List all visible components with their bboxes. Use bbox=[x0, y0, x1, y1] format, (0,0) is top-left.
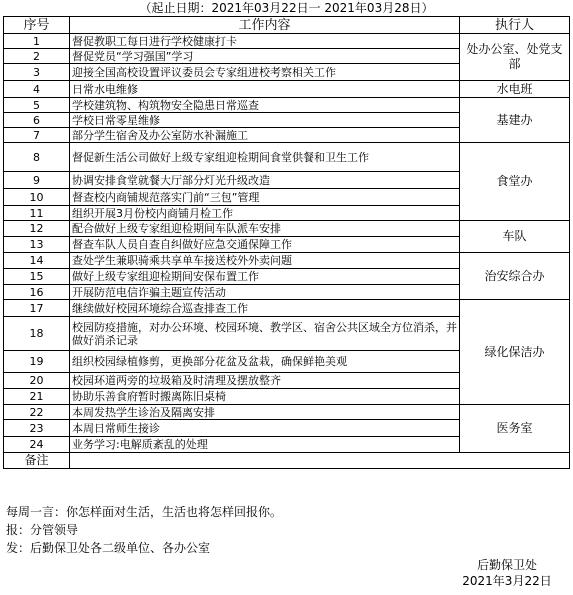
row-task: 配合做好上级专家组迎检期间车队派车安排 bbox=[70, 221, 460, 237]
row-number: 7 bbox=[4, 128, 70, 143]
row-number: 8 bbox=[4, 143, 70, 172]
row-task: 督促教职工每日进行学校健康打卡 bbox=[70, 34, 460, 49]
row-task: 校园防疫措施，对办公环境、校园环境、教学区、宿舍公共区域全方位消杀，并做好消杀记录 bbox=[70, 317, 460, 351]
row-number: 19 bbox=[4, 351, 70, 373]
row-number: 24 bbox=[4, 437, 70, 453]
row-number: 16 bbox=[4, 285, 70, 300]
table-row bbox=[4, 143, 570, 172]
executor-cell: 水电班 bbox=[460, 81, 570, 98]
row-task: 本周日常师生接诊 bbox=[70, 420, 460, 437]
date-range-title: （起止日期：2021年03月22日一 2021年03月28日） bbox=[139, 1, 434, 15]
header-content: 工作内容 bbox=[70, 17, 460, 34]
row-task: 查处学生兼职骑乘共享单车接送校外外卖问题 bbox=[70, 253, 460, 269]
row-number: 3 bbox=[4, 64, 70, 81]
row-task: 督查车队人员自查自纠做好应急交通保障工作 bbox=[70, 237, 460, 253]
row-number: 21 bbox=[4, 389, 70, 405]
executor-cell: 基建办 bbox=[460, 98, 570, 143]
row-task: 部分学生宿舍及办公室防水补漏施工 bbox=[70, 128, 460, 143]
executor-cell: 车队 bbox=[460, 221, 570, 253]
row-task: 督促党员“学习强国”学习 bbox=[70, 49, 460, 64]
remark-row bbox=[4, 453, 570, 469]
table-row bbox=[4, 253, 570, 269]
row-task: 继续做好校园环境综合巡查排查工作 bbox=[70, 300, 460, 317]
executor-cell: 医务室 bbox=[460, 405, 570, 453]
row-task: 学校日常零星维修 bbox=[70, 113, 460, 128]
row-task: 学校建筑物、构筑物安全隐患日常巡查 bbox=[70, 98, 460, 113]
row-number: 23 bbox=[4, 420, 70, 437]
issue-date: 2021年3月22日 bbox=[462, 574, 552, 588]
row-task: 组织校园绿植修剪，更换部分花盆及盆栽，确保鲜艳美观 bbox=[70, 351, 460, 373]
row-number: 4 bbox=[4, 81, 70, 98]
table-row bbox=[4, 81, 570, 98]
row-task: 本周发热学生诊治及隔离安排 bbox=[70, 405, 460, 420]
executor-cell: 治安综合办 bbox=[460, 253, 570, 300]
row-number: 13 bbox=[4, 237, 70, 253]
row-number: 12 bbox=[4, 221, 70, 237]
row-number: 5 bbox=[4, 98, 70, 113]
row-number: 2 bbox=[4, 49, 70, 64]
row-task: 督查校内商铺规范落实门前“三包”管理 bbox=[70, 189, 460, 206]
header-no: 序号 bbox=[4, 17, 70, 34]
row-task: 做好上级专家组迎检期间安保布置工作 bbox=[70, 269, 460, 285]
row-task: 校园环道两旁的垃圾箱及时清理及摆放整齐 bbox=[70, 373, 460, 389]
row-number: 6 bbox=[4, 113, 70, 128]
row-task: 业务学习:电解质紊乱的处理 bbox=[70, 437, 460, 453]
table-row bbox=[4, 98, 570, 113]
issuer-name: 后勤保卫处 bbox=[476, 558, 537, 572]
row-task: 日常水电维修 bbox=[70, 81, 460, 98]
row-task: 迎接全国高校设置评议委员会专家组进校考察相关工作 bbox=[70, 64, 460, 81]
row-task: 协调安排食堂就餐大厅部分灯光升级改造 bbox=[70, 172, 460, 189]
row-number: 11 bbox=[4, 206, 70, 221]
row-number: 9 bbox=[4, 172, 70, 189]
table-row bbox=[4, 300, 570, 317]
row-number: 15 bbox=[4, 269, 70, 285]
send-line: 发：后勤保卫处各二级单位、各办公室 bbox=[6, 541, 211, 555]
weekly-quote: 每周一言：你怎样面对生活，生活也将怎样回报你。 bbox=[6, 505, 283, 519]
executor-cell: 处办公室、处党支部 bbox=[460, 34, 570, 81]
row-number: 10 bbox=[4, 189, 70, 206]
report-line: 报：分管领导 bbox=[6, 523, 79, 537]
row-number: 22 bbox=[4, 405, 70, 420]
table-row bbox=[4, 221, 570, 237]
work-schedule-table bbox=[3, 16, 570, 469]
executor-cell: 食堂办 bbox=[460, 143, 570, 221]
remark-label: 备注 bbox=[4, 453, 70, 469]
row-number: 18 bbox=[4, 317, 70, 351]
row-number: 14 bbox=[4, 253, 70, 269]
row-number: 17 bbox=[4, 300, 70, 317]
row-task: 开展防范电信诈骗主题宣传活动 bbox=[70, 285, 460, 300]
row-task: 协助乐善食府暂时搬离陈旧桌椅 bbox=[70, 389, 460, 405]
row-number: 20 bbox=[4, 373, 70, 389]
executor-cell: 绿化保洁办 bbox=[460, 300, 570, 405]
header-executor: 执行人 bbox=[460, 17, 570, 34]
row-task: 督促新生活公司做好上级专家组迎检期间食堂供餐和卫生工作 bbox=[70, 143, 460, 172]
row-task: 组织开展3月份校内商铺月检工作 bbox=[70, 206, 460, 221]
table-row bbox=[4, 405, 570, 420]
table-row bbox=[4, 34, 570, 49]
row-number: 1 bbox=[4, 34, 70, 49]
remark-value bbox=[70, 453, 570, 469]
